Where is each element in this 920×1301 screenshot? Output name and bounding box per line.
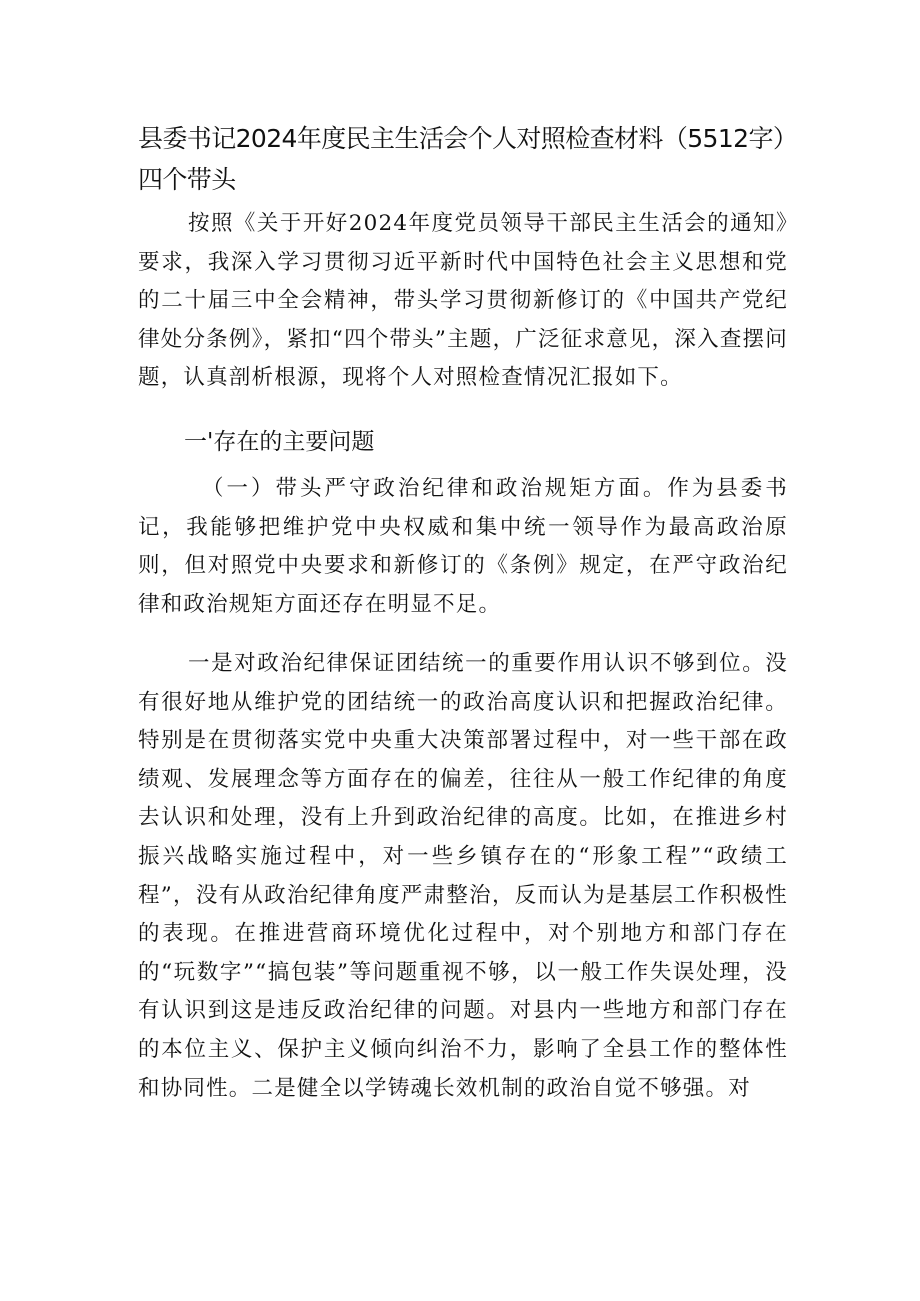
document-title: 县委书记2024年度民主生活会个人对照检查材料（5512字）四个带头 bbox=[138, 124, 798, 194]
subsection-paragraph: （一）带头严守政治纪律和政治规矩方面。作为县委书记，我能够把维护党中央权威和集中统一领导作为最高政治原则，但对照党中央要求和新修订的《条例》规定，在严守政治纪律和政治规矩方面还存在明显不足。 bbox=[138, 476, 788, 617]
section-heading: 一'存在的主要问题 bbox=[184, 429, 375, 455]
detail-paragraph: 一是对政治纪律保证团结统一的重要作用认识不够到位。没有很好地从维护党的团结统一的政治高度认识和把握政治纪律。特别是在贯彻落实党中央重大决策部署过程中，对一些干部在政绩观、发展理念等方面存在的偏差，往往从一般工作纪律的角度去认识和处理，没有上升到政治纪律的高度。比如，在推进乡村振兴战略实施过程中，对一些乡镇存在的“形象工程”“政绩工程”，没有从政治纪律角度严肃整治，反而认为是基层工作积极性的表现。在推进营商环境优化过程中，对个别地方和部门存在的“玩数字”“搞包装”等问题重视不够，以一般工作失误处理，没有认识到这是违反政治纪律的问题。对县内一些地方和部门存在的本位主义、保护主义倾向纠治不力，影响了全县工作的整体性和协同性。二是健全以学铸魂长效机制的政治自觉不够强。对 bbox=[138, 651, 788, 1101]
intro-paragraph: 按照《关于开好2024年度党员领导干部民主生活会的通知》要求，我深入学习贯彻习近平新时代中国特色社会主义思想和党的二十届三中全会精神，带头学习贯彻新修订的《中国共产党纪律处分条例》，紧扣“四个带头”主题，广泛征求意见，深入查摆问题，认真剖析根源，现将个人对照检查情况汇报如下。 bbox=[138, 211, 788, 391]
